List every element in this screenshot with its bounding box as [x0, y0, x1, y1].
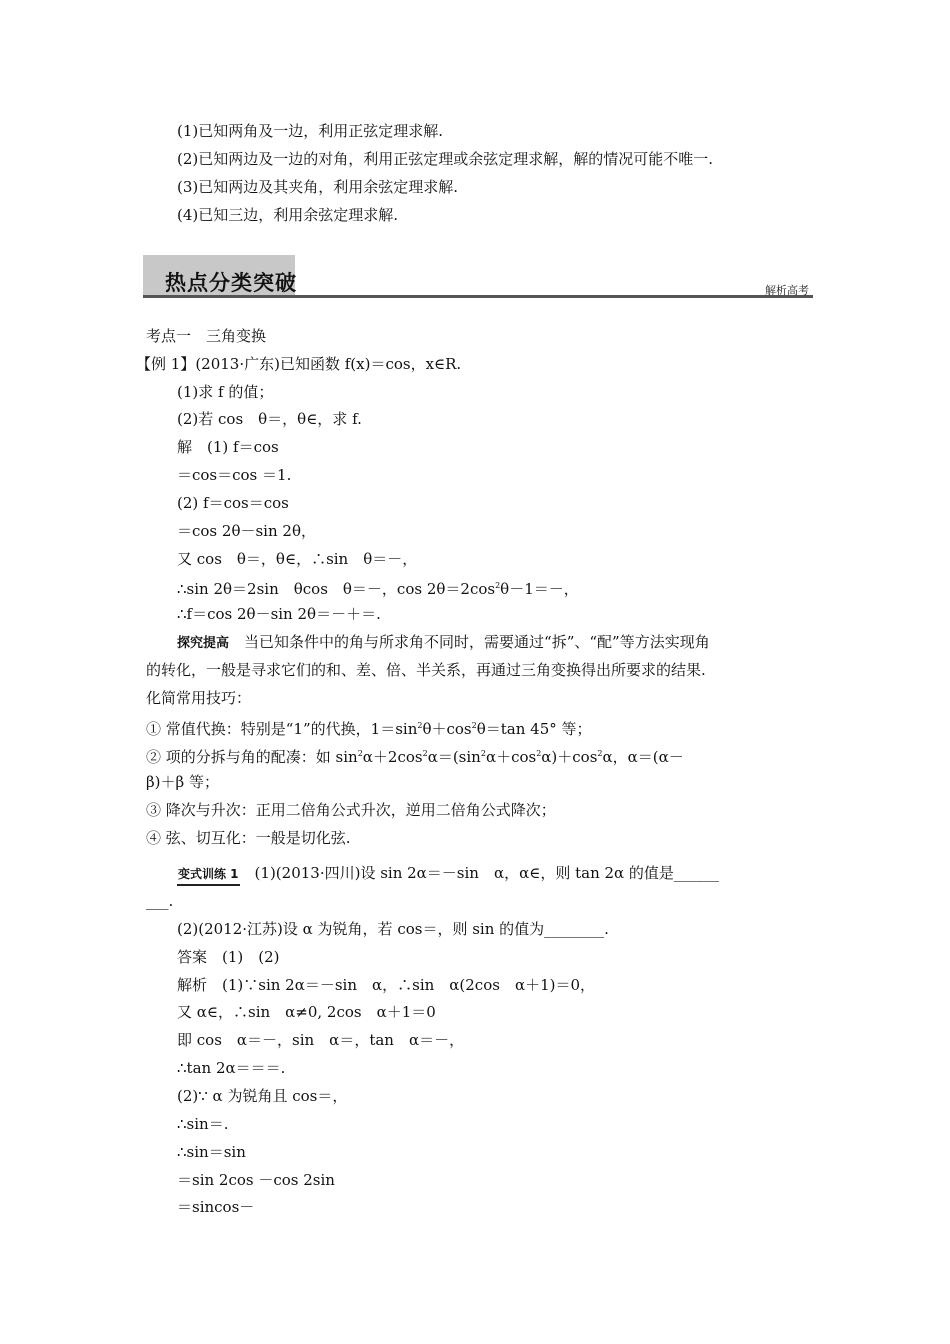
solution-line-5: 又 cos θ＝，θ∈，∴sin θ＝－，: [177, 550, 418, 568]
solution-line-6-part-1: ∴sin 2θ＝2sin θcos θ＝－，cos 2θ＝2cos: [177, 580, 496, 598]
solution-line-7: ∴f＝cos 2θ－sin 2θ＝－＋＝.: [177, 605, 381, 623]
solution-line-1: 解 (1) f＝cos: [177, 438, 279, 456]
method-line-3: (3)已知两边及其夹角，利用余弦定理求解.: [177, 178, 459, 196]
analysis-line-7: ∴sin＝sin: [177, 1143, 246, 1161]
method-line-2: (2)已知两边及一边的对角，利用正弦定理或余弦定理求解，解的情况可能不唯一.: [177, 150, 714, 168]
superscript: 2: [480, 749, 486, 758]
analysis-line-9: ＝sincos－: [177, 1198, 255, 1216]
solution-line-4: ＝cos 2θ－sin 2θ，: [177, 522, 316, 540]
superscript: 2: [357, 749, 363, 758]
practice-q2: (2)(2012·江苏)设 α 为锐角，若 cos＝，则 sin 的值为________.: [177, 920, 609, 938]
banner-rule: [143, 295, 813, 298]
insight-tip-4: ④ 弦、切互化：一般是切化弦.: [146, 829, 351, 847]
insight-line-1: [177, 632, 710, 654]
solution-line-2: ＝cos＝cos ＝1.: [177, 466, 292, 484]
tip1-part-c: θ＝tan 45° 等；: [476, 720, 592, 738]
banner-subtitle: 解析高考: [765, 284, 809, 297]
section-banner: [143, 255, 813, 299]
tip2-part-f: α，α＝(α－: [602, 748, 684, 766]
analysis-line-8: ＝sin 2cos －cos 2sin: [177, 1171, 335, 1189]
solution-line-3: (2) f＝cos＝cos: [177, 494, 289, 512]
insight-tip-1: [146, 716, 592, 739]
tip2-part-d: α＋cos: [485, 748, 537, 766]
insight-tip-2-cont: β)＋β 等；: [146, 773, 219, 791]
analysis-line-2: 又 α∈，∴sin α≠0, 2cos α＋1＝0: [177, 1003, 436, 1021]
superscript: 2: [536, 749, 542, 758]
analysis-line-5: (2)∵ α 为锐角且 cos＝，: [177, 1087, 348, 1105]
method-line-4: (4)已知三边，利用余弦定理求解.: [177, 206, 399, 224]
analysis-line-1: 解析 (1)∵sin 2α＝－sin α，∴sin α(2cos α＋1)＝0，: [177, 976, 596, 994]
solution-line-6: [177, 576, 579, 599]
example-q1: (1)求 f 的值；: [177, 383, 274, 401]
insight-tip-3: ③ 降次与升次：正用二倍角公式升次，逆用二倍角公式降次；: [146, 801, 556, 819]
insight-label: 探究提高: [177, 636, 230, 651]
example-q2: (2)若 cos θ＝，θ∈，求 f.: [177, 410, 362, 428]
practice-q1-text: (1)(2013·四川)设 sin 2α＝－sin α，α∈，则 tan 2α 的值是______: [254, 864, 719, 882]
tip2-part-b: α＋2cos: [362, 748, 423, 766]
tip1-part-a: ① 常值代换：特别是“1”的代换，1＝sin: [146, 720, 418, 738]
superscript: 2: [597, 749, 603, 758]
topic-heading: 考点一 三角变换: [146, 327, 267, 345]
analysis-line-4: ∴tan 2α＝＝＝.: [177, 1059, 286, 1077]
practice-q1-cont: ___.: [146, 892, 174, 910]
insight-tip-2: [146, 744, 684, 767]
tip2-part-a: ② 项的分拆与角的配凑：如 sin: [146, 748, 358, 766]
superscript: 2: [422, 749, 428, 758]
answer-line: 答案 (1) (2): [177, 948, 280, 966]
insight-line-2: 的转化，一般是寻求它们的和、差、倍、半关系，再通过三角变换得出所要求的结果.: [146, 661, 706, 679]
superscript: 2: [417, 721, 423, 730]
analysis-line-3: 即 cos α＝－，sin α＝，tan α＝－，: [177, 1031, 465, 1049]
practice-q1: [177, 863, 719, 886]
banner-title: 热点分类突破: [165, 271, 297, 295]
tip1-part-b: θ＋cos: [422, 720, 472, 738]
method-line-1: (1)已知两角及一边，利用正弦定理求解.: [177, 122, 444, 140]
example-stem: [136, 354, 461, 374]
practice-label: 变式训练 1: [177, 864, 240, 886]
tip2-part-e: α)＋cos: [541, 748, 598, 766]
insight-line-3: 化简常用技巧：: [146, 689, 252, 707]
superscript: 2: [471, 721, 477, 730]
example-label: 【例 1】: [136, 355, 196, 373]
solution-line-6-part-2: θ－1＝－，: [500, 580, 579, 598]
tip2-part-c: α＝(sin: [427, 748, 481, 766]
analysis-line-6: ∴sin＝.: [177, 1115, 229, 1133]
insight-text-1: 当已知条件中的角与所求角不同时，需要通过“拆”、“配”等方法实现角: [244, 633, 710, 651]
superscript: 2: [495, 581, 501, 590]
example-question: (2013·广东)已知函数 f(x)＝cos，x∈R.: [195, 355, 462, 373]
